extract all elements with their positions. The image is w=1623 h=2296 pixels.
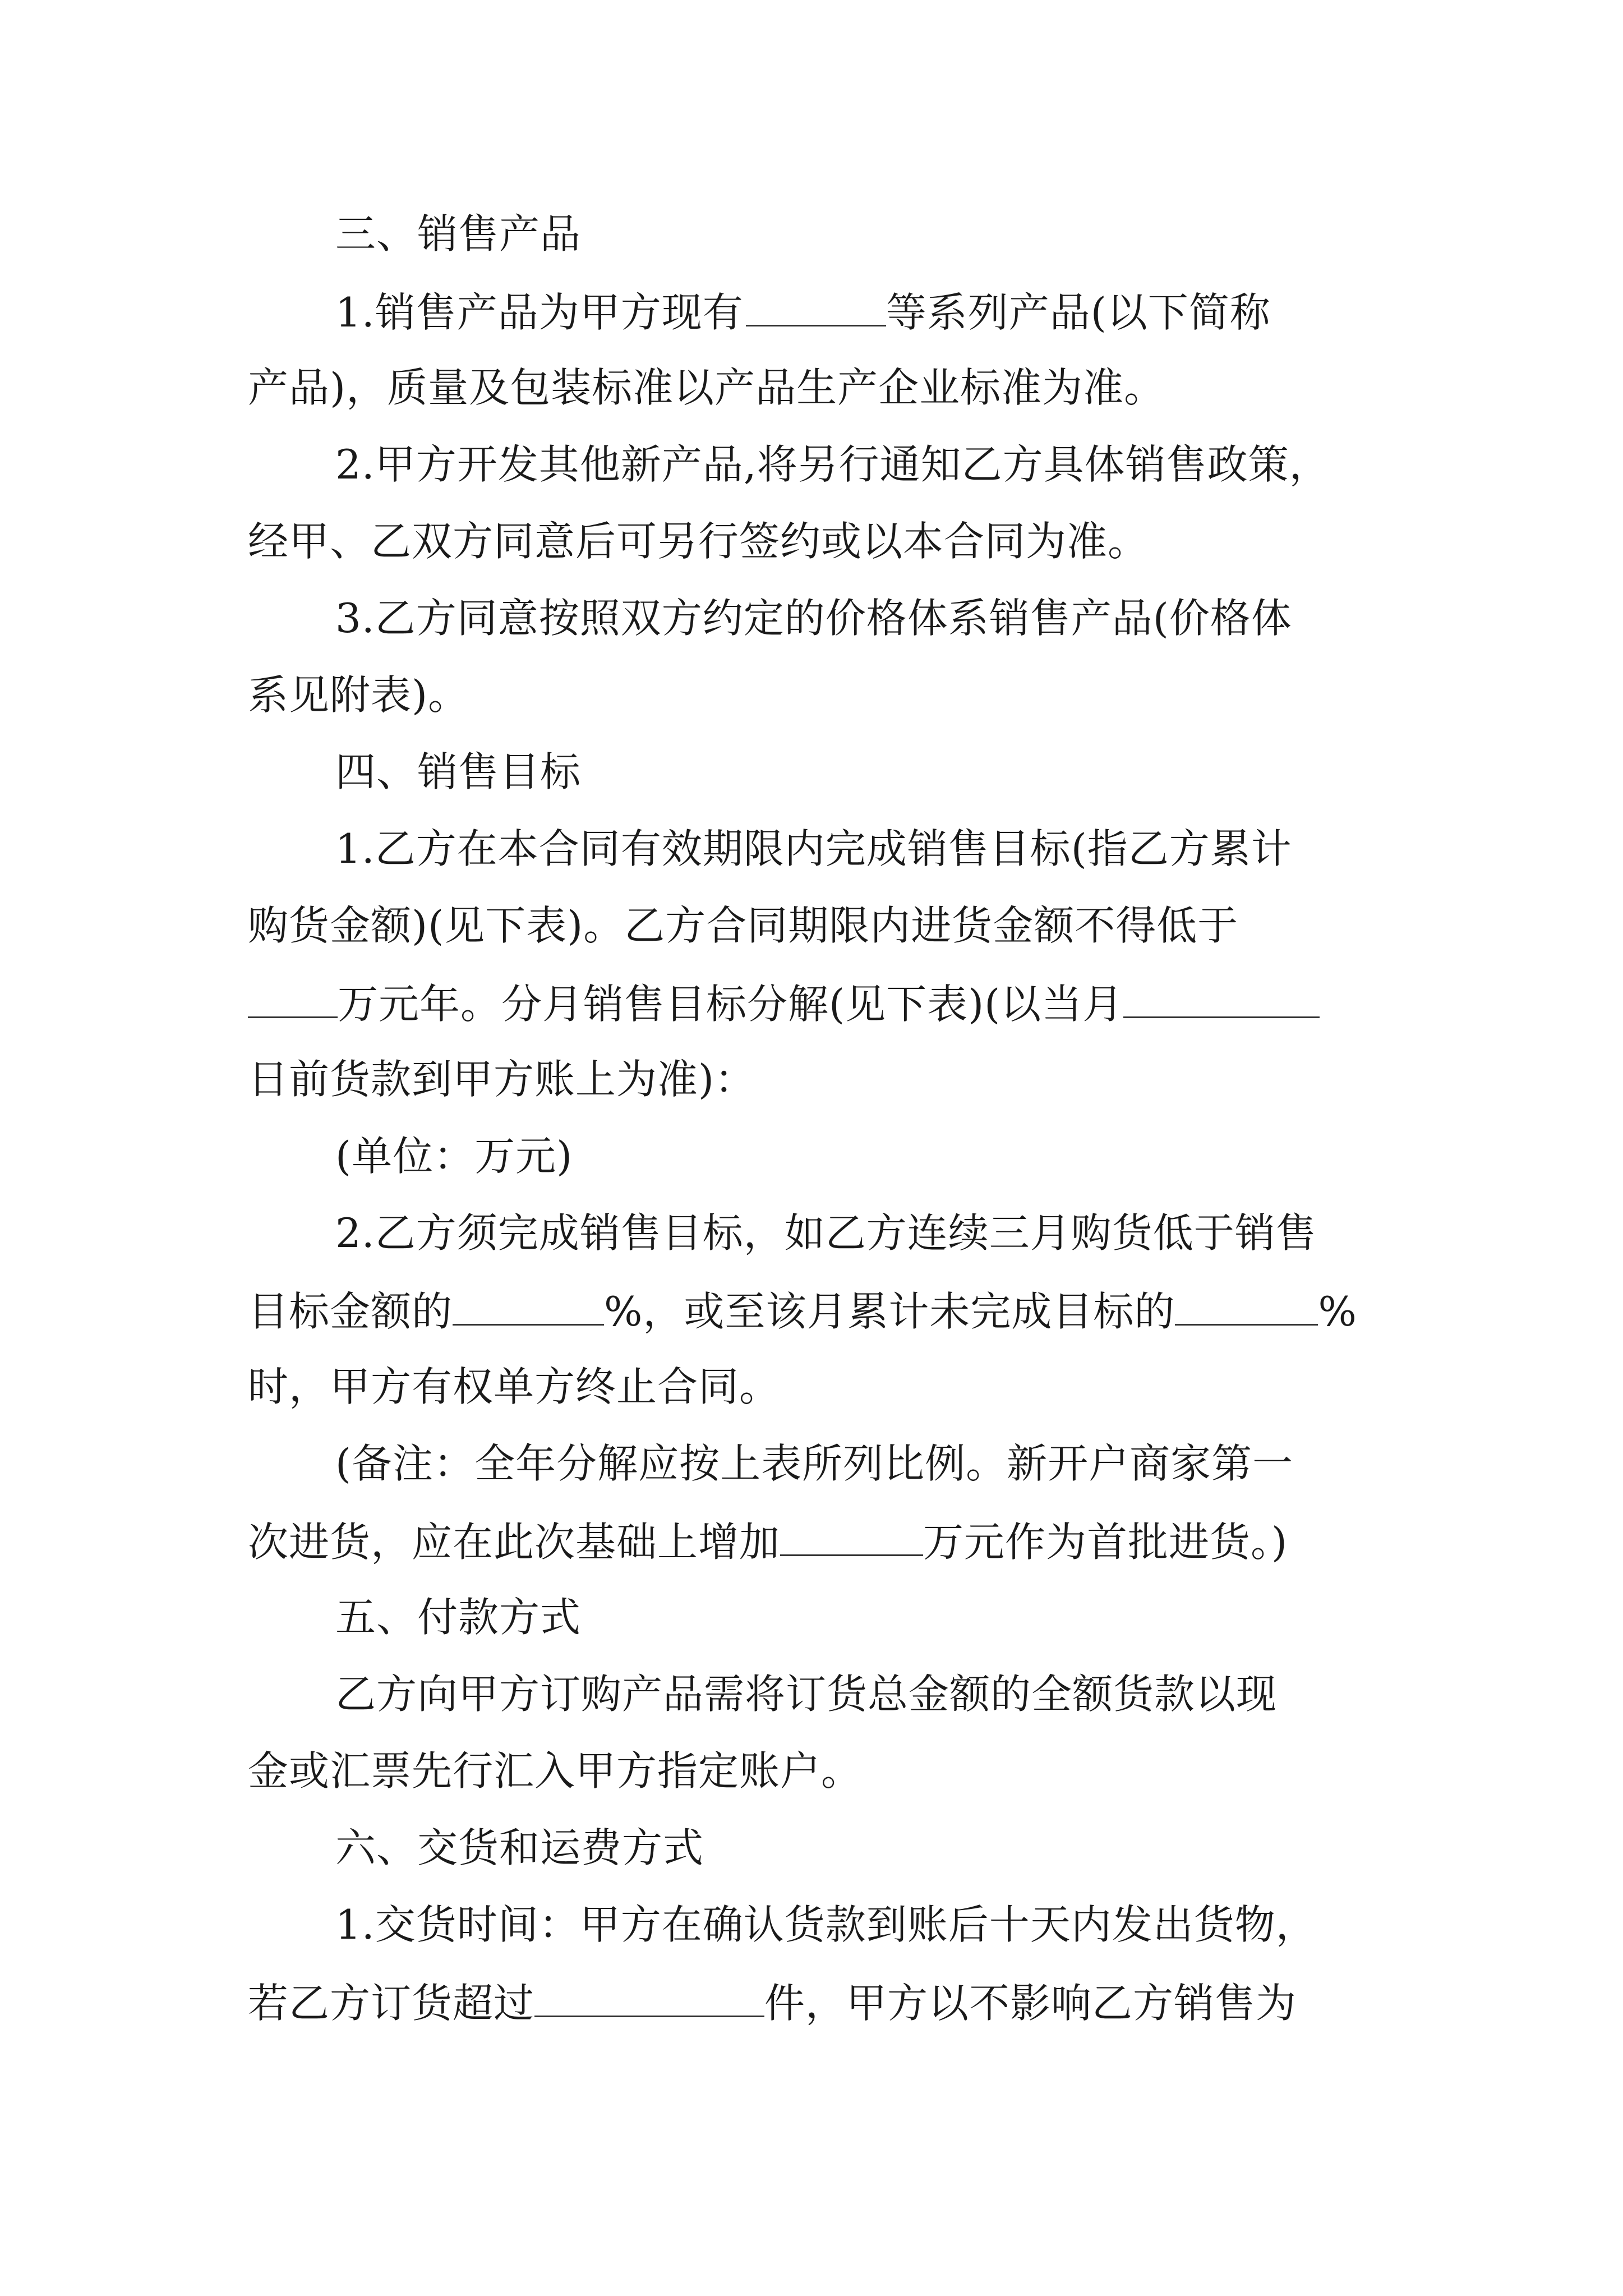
remark-line-1: (备注：全年分解应按上表所列比例。新开户商家第一 bbox=[335, 1440, 1294, 1487]
text: 若乙方订货超过 bbox=[248, 1980, 535, 2027]
clause-4-2-line-2 bbox=[248, 1285, 1386, 1336]
text: 等系列产品(以下简称 bbox=[886, 289, 1271, 336]
clause-3-3-line-2: 系见附表)。 bbox=[248, 671, 469, 719]
fill-blank bbox=[534, 1976, 764, 2017]
section-heading-3: 三、销售产品 bbox=[335, 210, 582, 257]
clause-4-2-line-1: 2.乙方须完成销售目标，如乙方连续三月购货低于销售 bbox=[335, 1209, 1317, 1257]
clause-6-1-line-2 bbox=[248, 1976, 1386, 2027]
clause-4-2-line-3: 时，甲方有权单方终止合同。 bbox=[248, 1363, 781, 1410]
clause-3-1-line-2: 产品)，质量及包装标准以产品生产企业标准为准。 bbox=[248, 364, 1165, 411]
fill-blank bbox=[248, 977, 338, 1018]
section-heading-4: 四、销售目标 bbox=[335, 748, 582, 795]
section-heading-6: 六、交货和运费方式 bbox=[335, 1824, 704, 1871]
text: 目标金额的 bbox=[248, 1288, 453, 1335]
clause-4-1-line-1: 1.乙方在本合同有效期限内完成销售目标(指乙方累计 bbox=[335, 825, 1292, 872]
section-heading-5: 五、付款方式 bbox=[335, 1594, 582, 1641]
text: 次进货，应在此次基础上增加 bbox=[248, 1519, 781, 1566]
document-body bbox=[248, 209, 1386, 2027]
fill-blank bbox=[746, 286, 886, 326]
clause-4-1-line-3 bbox=[248, 977, 1386, 1028]
text: 1.销售产品为甲方现有 bbox=[335, 289, 744, 336]
text: 万元年。分月销售目标分解(见下表)(以当月 bbox=[338, 981, 1124, 1028]
fill-blank bbox=[1123, 977, 1320, 1018]
clause-3-3-line-1: 3.乙方同意按照双方约定的价格体系销售产品(价格体 bbox=[335, 595, 1292, 642]
unit-note: (单位：万元) bbox=[335, 1133, 573, 1180]
text: 件，甲方以不影响乙方销售为 bbox=[764, 1980, 1297, 2027]
clause-4-1-line-2: 购货金额)(见下表)。乙方合同期限内进货金额不得低于 bbox=[248, 902, 1239, 949]
fill-blank bbox=[453, 1285, 604, 1326]
text: %，或至该月累计未完成目标的 bbox=[604, 1288, 1175, 1335]
text: 万元作为首批进货。) bbox=[923, 1519, 1288, 1566]
payment-line-2: 金或汇票先行汇入甲方指定账户。 bbox=[248, 1747, 863, 1795]
clause-6-1-line-1: 1.交货时间：甲方在确认货款到账后十天内发出货物， bbox=[335, 1901, 1317, 1948]
text: % bbox=[1318, 1288, 1357, 1335]
clause-3-2-line-2: 经甲、乙双方同意后可另行签约或以本合同为准。 bbox=[248, 518, 1149, 565]
fill-blank bbox=[780, 1515, 923, 1556]
clause-3-2-line-1: 2.甲方开发其他新产品,将另行通知乙方具体销售政策， bbox=[335, 441, 1330, 488]
fill-blank bbox=[1175, 1285, 1318, 1326]
clause-3-1-line-1 bbox=[248, 286, 1386, 337]
clause-4-1-line-4: 日前货款到甲方账上为准)： bbox=[248, 1056, 756, 1103]
remark-line-2 bbox=[248, 1515, 1386, 1566]
payment-line-1: 乙方向甲方订购产品需将订货总金额的全额货款以现 bbox=[335, 1671, 1278, 1718]
